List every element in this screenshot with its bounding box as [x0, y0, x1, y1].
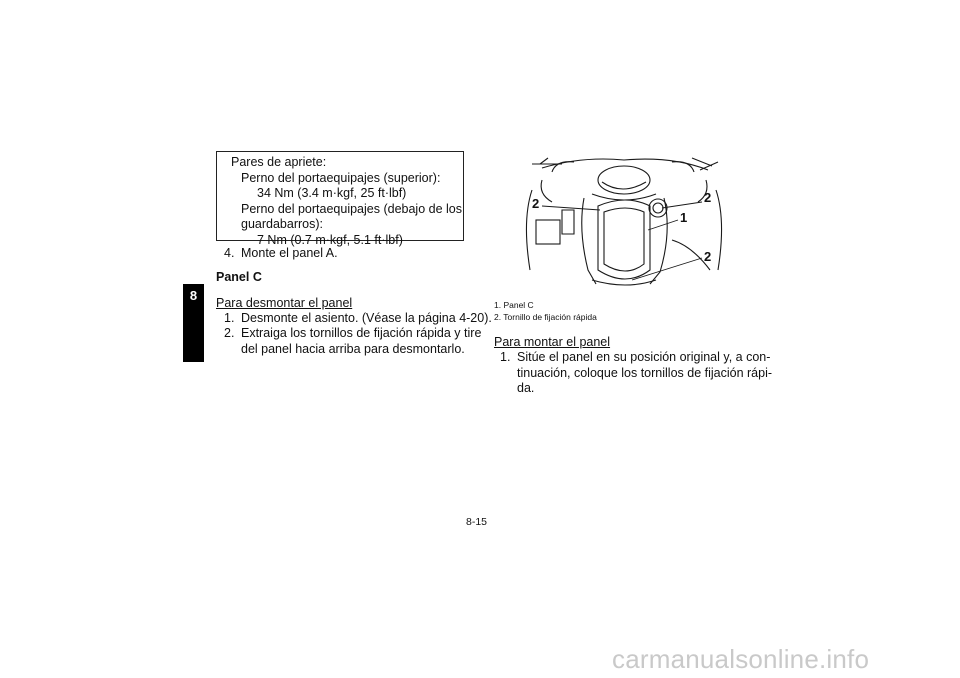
remove-step-2: 2. Extraiga los tornillos de fijación rápida y tire del panel hacia arriba para desmontarlo.	[224, 326, 482, 356]
install-step-1: 1. Sitúe el panel en su posición original y, a con- tinuación, coloque los tornillos de fijación rápi- da.	[500, 350, 773, 395]
section-tab-number: 8	[189, 288, 198, 303]
handlebar-left-right	[542, 159, 708, 170]
section-heading: Panel C	[216, 270, 262, 284]
gauge-cluster	[598, 166, 650, 194]
spec-line-4: guardabarros):	[241, 217, 323, 231]
spec-line-1: Perno del portaequipajes (superior):	[241, 170, 441, 185]
spec-title: Pares de apriete:	[231, 155, 327, 169]
watermark: carmanualsonline.info	[612, 644, 870, 674]
install-panel-subheading: Para montar el panel	[494, 335, 611, 349]
leader-2-left	[542, 206, 600, 210]
spec-line-3: Perno del portaequipajes (debajo de los	[241, 201, 462, 216]
callout-2-bottom: 2	[704, 249, 712, 264]
torque-spec-box	[216, 151, 464, 247]
callout-2-left: 2	[532, 196, 540, 211]
leader-2-bottom	[632, 258, 702, 280]
section-tab	[183, 284, 204, 362]
caption-2: 2. Tornillo de fijación rápida	[494, 312, 597, 322]
caption-1: 1. Panel C	[494, 300, 534, 310]
spec-line-2: 34 Nm (3.4 m·kgf, 25 ft·lbf)	[257, 186, 407, 200]
spec-line-5: 7 Nm (0.7 m·kgf, 5.1 ft·lbf)	[257, 232, 403, 247]
page-number: 8-15	[466, 516, 488, 528]
callout-1: 1	[680, 210, 688, 225]
step-4: 4. Monte el panel A.	[224, 246, 338, 260]
atv-panel-figure	[522, 150, 726, 296]
remove-step-1: 1. Desmonte el asiento. (Véase la página 4-20).	[224, 311, 492, 325]
callout-2-top: 2	[704, 190, 712, 205]
leader-2-top	[662, 202, 702, 208]
remove-panel-subheading: Para desmontar el panel	[216, 296, 353, 310]
leader-1	[648, 220, 678, 230]
